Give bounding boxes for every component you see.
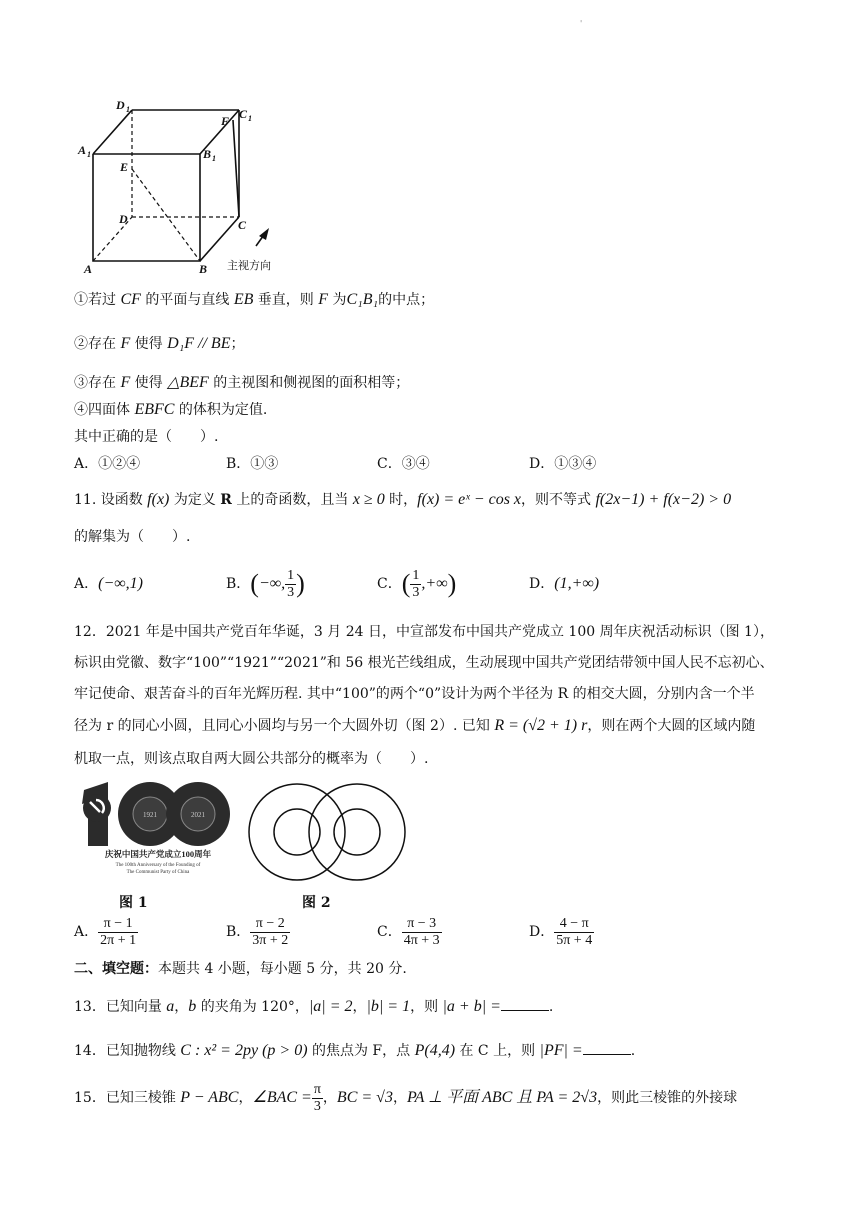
q12-option-c: C． $\frac{\pi - 3}{4\pi + 3}$ (377, 915, 440, 948)
q13-answer-blank[interactable] (501, 996, 549, 1011)
q12-option-b: B． $\frac{\pi - 2}{3\pi + 2}$ (226, 915, 289, 948)
figure-1-caption: 图 1 (119, 895, 148, 911)
label-A1: A (78, 143, 87, 157)
q12-line-5: 机取一点，则该点取自两大圆公共部分的概率为（ ）. (74, 751, 429, 767)
q11-option-a: A．(−∞,1) (74, 575, 143, 592)
q12-line-3: 牢记使命、艰苦奋斗的百年光辉历程. 其中“100”的两个“0”设计为两个半径为 R 的相交大圆，分别内含一个半 (74, 686, 755, 702)
q10-question: 其中正确的是（ ）. (74, 429, 219, 445)
logo-cn-text: 庆祝中国共产党成立100周年 (104, 849, 212, 859)
q11-stem-line2: 的解集为（ ）. (74, 529, 191, 545)
logo-year-1921: 1921 (143, 811, 157, 819)
q11-option-d: D．(1,+∞) (529, 575, 600, 592)
q10-statement-2: ②存在 F 使得 D₁F // BE； (74, 335, 245, 352)
q11-option-c: C．( $\frac{1}{3}$ ,+∞) (377, 567, 457, 600)
q12-line-1: 12．2021 年是中国共产党百年华诞，3 月 24 日，中宣部发布中国共产党成立 100 周年庆祝活动标识（图 1）， (74, 624, 774, 640)
cube-figure (76, 96, 296, 281)
q13-stem: 13．已知向量 a，b 的夹角为 120°，|a| = 2，|b| = 1，则 |a + b| = . (74, 998, 554, 1015)
q10-option-a: A．①②④ (74, 456, 141, 472)
q11-stem: 11. 设函数 f(x) 为定义 R 上的奇函数，且当 x ≥ 0 时，f(x) = eˣ − cos x，则不等式 f(2x−1) + f(x−2) > 0 (74, 491, 732, 508)
label-D1: D (116, 98, 125, 112)
label-E: E (120, 160, 129, 174)
label-A1-sub: 1 (87, 150, 91, 159)
view-direction-label: 主视方向 (227, 260, 271, 272)
logo-year-2021: 2021 (191, 811, 205, 819)
label-C1-sub: 1 (248, 114, 252, 123)
q14-answer-blank[interactable] (583, 1040, 631, 1055)
logo-en-line-2: The Communist Party of China (126, 870, 190, 875)
q10-option-d: D．①③④ (529, 456, 597, 472)
q10-option-c: C．③④ (377, 456, 430, 472)
logo-en-line-1: The 100th Anniversary of the Founding of (115, 863, 201, 868)
q10-option-b: B．①③ (226, 456, 279, 472)
section-2-heading: 二、填空题：本题共 4 小题，每小题 5 分，共 20 分. (74, 961, 407, 977)
label-B1-sub: 1 (212, 154, 216, 163)
q11-option-b: B．(−∞, $\frac{1}{3}$ ) (226, 567, 305, 600)
q12-option-d: D． $\frac{4 - \pi}{5\pi + 4}$ (529, 915, 593, 948)
label-C: C (238, 218, 247, 232)
label-C1: C (239, 107, 248, 121)
q10-statement-1: ①若过 CF 的平面与直线 EB 垂直，则 F 为C₁B₁的中点； (74, 291, 435, 308)
figure-2-circles (243, 780, 413, 890)
label-B1: B (203, 147, 212, 161)
q10-statement-4: ④四面体 EBFC 的体积为定值. (74, 401, 268, 418)
q15-stem: 15．已知三棱锥 P − ABC，∠BAC = $\frac{\pi}{3}$ ，BC = √3，PA ⊥ 平面 ABC 且 PA = 2√3，则此三棱锥的外接球 (74, 1081, 738, 1114)
q12-line-4: 径为 r 的同心小圆，且同心小圆均与另一个大圆外切（图 2）. 已知 R = (√2 + 1) r，则在两个大圆的区域内随 (74, 717, 756, 734)
q14-stem: 14．已知抛物线 C : x² = 2py (p > 0) 的焦点为 F，点 P(4,4) 在 C 上，则 |PF| = . (74, 1042, 636, 1059)
figure-2-caption: 图 2 (302, 895, 331, 911)
label-F: F (221, 114, 230, 128)
label-D: D (119, 212, 128, 226)
header-mark: ' (580, 19, 583, 28)
figure-1-logo (78, 780, 238, 876)
q12-option-a: A． $\frac{\pi - 1}{2\pi + 1}$ (74, 915, 137, 948)
q12-line-2: 标识由党徽、数字“100”“1921”“2021”和 56 根光芒线组成，生动展现中国共产党团结带领中国人民不忘初心、 (74, 655, 774, 671)
label-B: B (199, 262, 208, 276)
q10-statement-3: ③存在 F 使得 △BEF 的主视图和侧视图的面积相等； (74, 374, 410, 391)
label-A: A (84, 262, 93, 276)
label-D1-sub: 1 (126, 105, 130, 114)
